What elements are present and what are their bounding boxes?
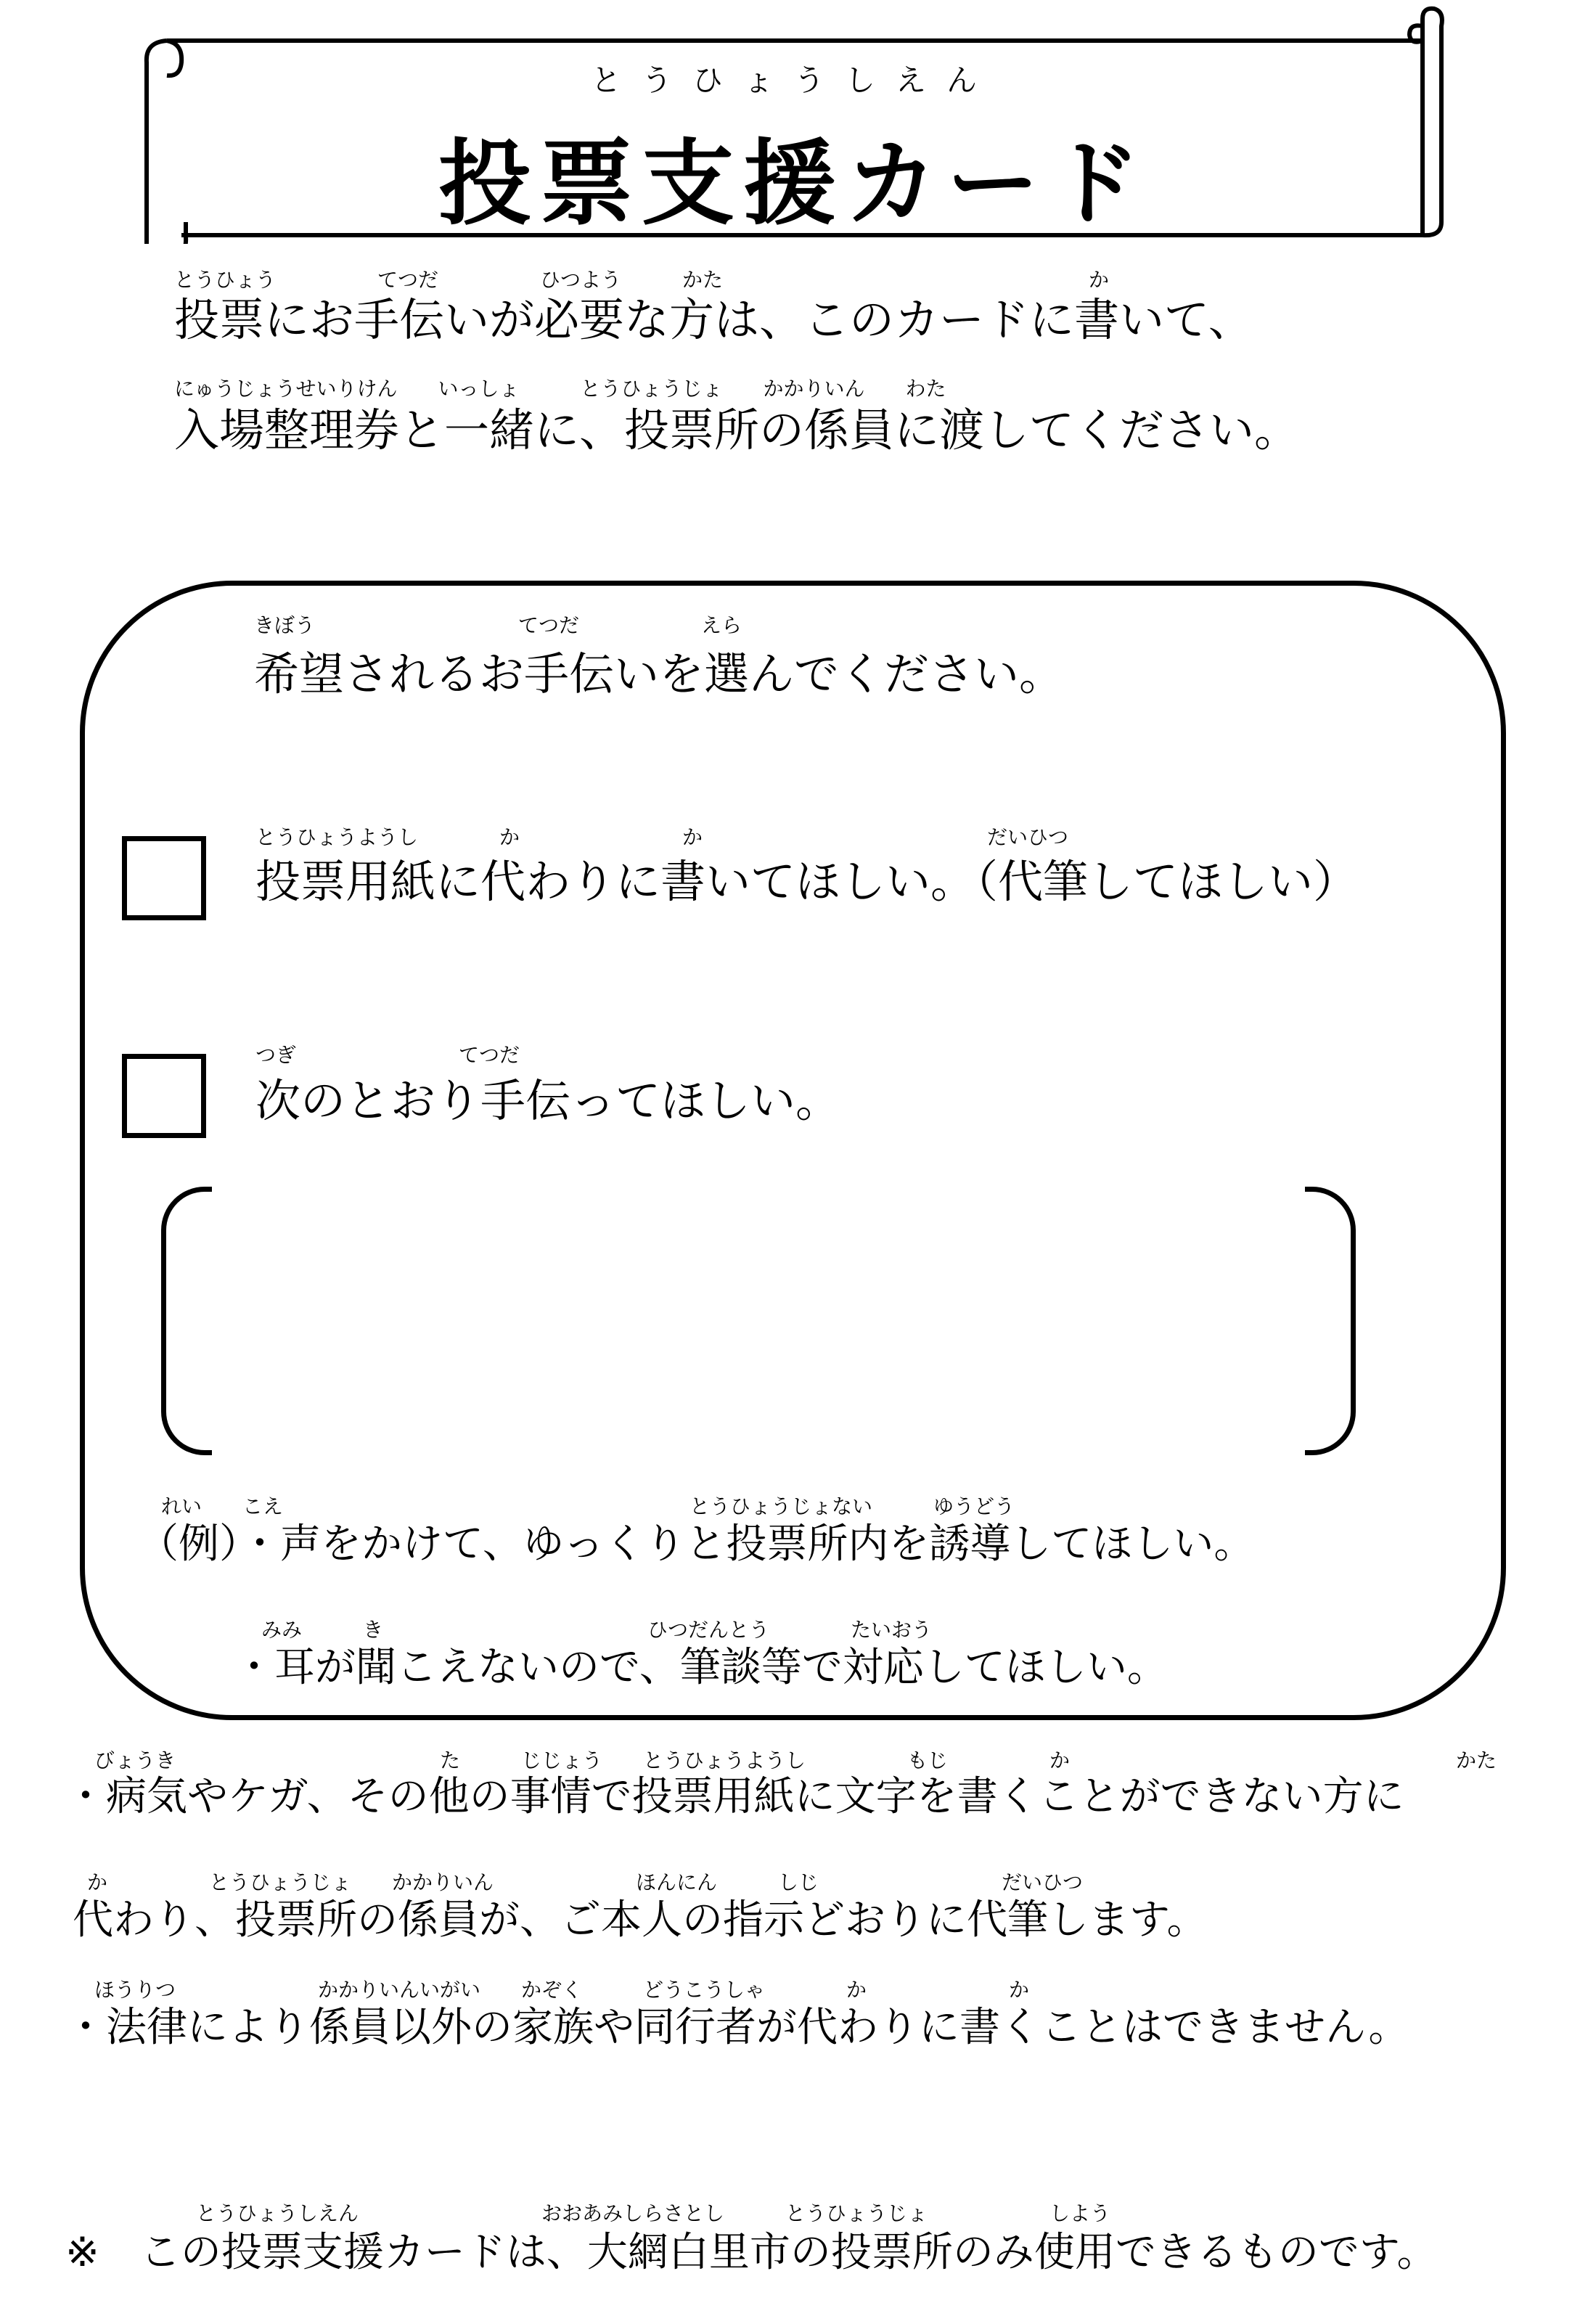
note3-ruby: ほうりつ かかりいんいがい かぞく どうこうしゃ か か [94, 1978, 1030, 2002]
card-heading-ruby: きぼう てつだ えら [254, 613, 742, 637]
option1-checkbox[interactable] [122, 836, 206, 920]
card-heading: 希望されるお手伝いを選んでください。 [254, 647, 1065, 700]
note1-text: ・病気やケガ、その他の事情で投票用紙に文字を書くことができない方に [65, 1773, 1404, 1820]
intro-line2-ruby: にゅうじょうせいりけん いっしょ とうひょうじょ かかりいん わた [174, 377, 946, 401]
intro-line1-ruby: とうひょう てつだ ひつよう かた か [174, 268, 1110, 292]
option1-ruby: とうひょうようし か か だいひつ [255, 825, 1069, 849]
note2-text: 代わり、投票所の係員が、ご本人の指示どおりに代筆します。 [73, 1897, 1208, 1944]
option1-label: 投票用紙に代わりに書いてほしい。（代筆してほしい） [255, 855, 1359, 908]
page-title: 投票支援カード [438, 130, 1150, 238]
example2-ruby: みみ き ひつだんとう たいおう [261, 1618, 933, 1642]
option2-label: 次のとおり手伝ってほしい。 [255, 1074, 841, 1127]
footer-note: ※ この投票支援カードは、大網白里市の投票所のみ使用できるものです。 [65, 2229, 1438, 2276]
request-bracket-right [1305, 1187, 1356, 1455]
intro-line2: 入場整理券と一緒に、投票所の係員に渡してください。 [174, 404, 1300, 457]
request-bracket-left [161, 1187, 212, 1455]
note3-text: ・法律により係員以外の家族や同行者が代わりに書くことはできません。 [65, 2004, 1409, 2051]
example2-text: ・耳が聞こえないので、筆談等で対応してほしい。 [234, 1644, 1168, 1691]
option2-ruby: つぎ てつだ [255, 1043, 520, 1067]
intro-line1: 投票にお手伝いが必要な方は、このカードに書いて、 [174, 293, 1253, 346]
footer-ruby: とうひょうしえん おおあみしらさとし とうひょうじょ しよう [196, 2201, 1111, 2225]
note2-ruby: か とうひょうじょ かかりいん ほんにん しじ だいひつ [87, 1870, 1084, 1894]
note1-ruby: びょうき た じじょう とうひょうようし もじ か かた [94, 1748, 1497, 1772]
example1-text: （例）・声をかけて、ゆっくりと投票所内を誘導してほしい。 [138, 1521, 1255, 1568]
title-ruby: とうひょうしえん [590, 62, 997, 98]
example1-ruby: れい こえ とうひょうじょない ゆうどう [161, 1494, 1015, 1518]
option2-checkbox[interactable] [122, 1054, 206, 1138]
